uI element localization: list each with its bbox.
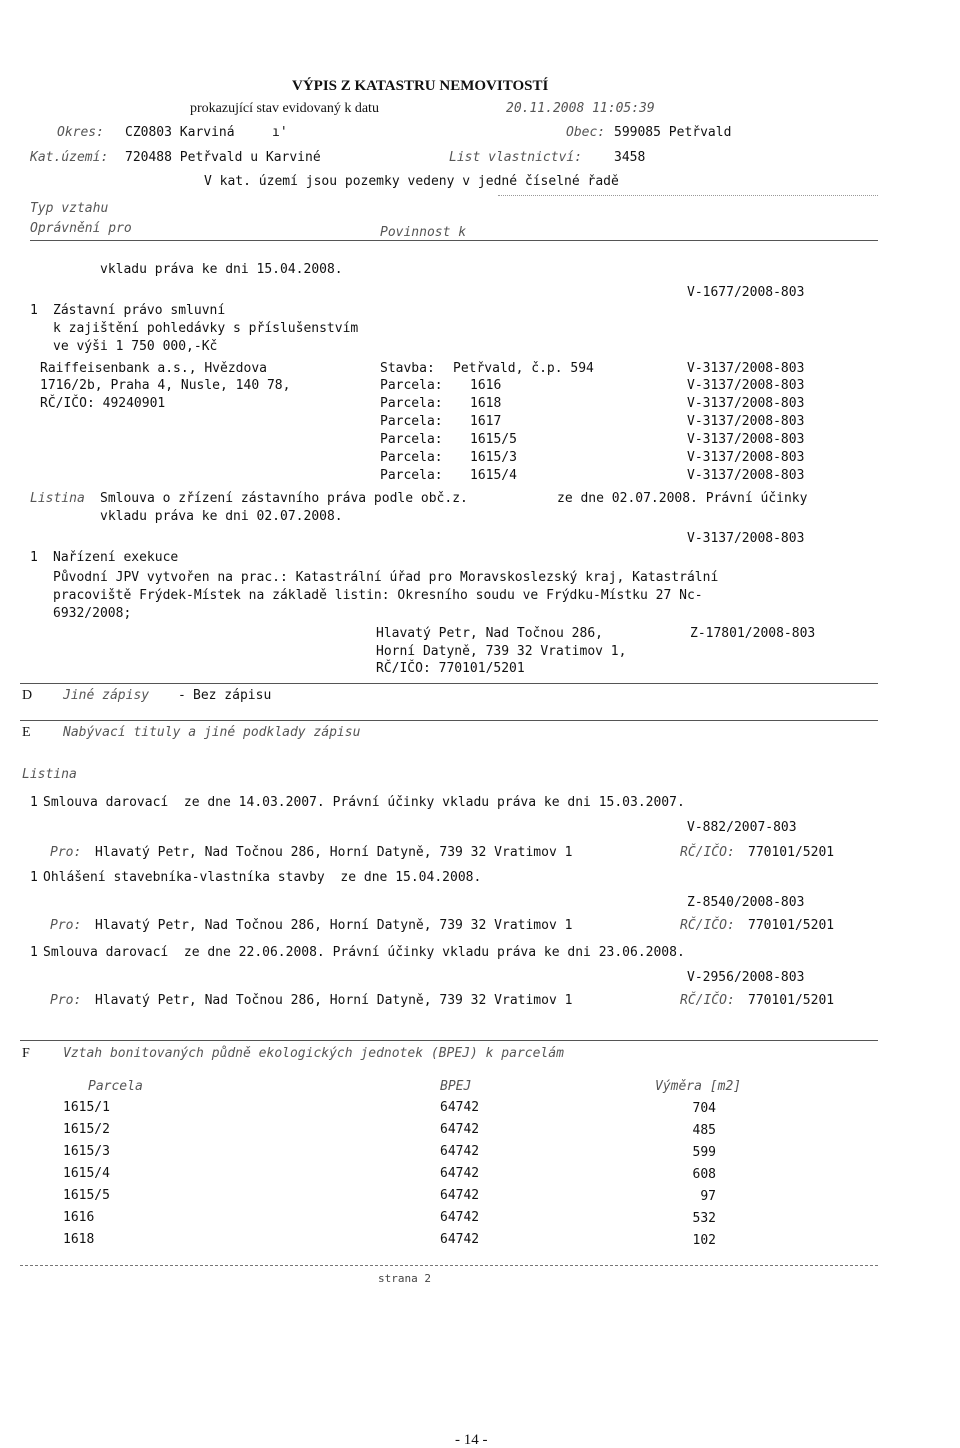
object-ref: V-3137/2008-803 (687, 450, 805, 465)
pro-label: Pro: (50, 993, 82, 1008)
object-ref: V-3137/2008-803 (687, 432, 805, 447)
owner-ref: Z-17801/2008-803 (690, 626, 816, 641)
table-bottom-divider (20, 1265, 878, 1266)
table-cell-vymera: 532 (692, 1211, 716, 1226)
listina-number: 1 (30, 870, 38, 885)
status-datetime: 20.11.2008 11:05:39 (506, 101, 655, 116)
listina-label: Listina (30, 491, 85, 506)
object-ref: V-3137/2008-803 (687, 468, 805, 483)
col-typ-vztahu: Typ vztahu (30, 201, 109, 216)
listina-number: 1 (30, 945, 38, 960)
col-povinnost-k: Povinnost k (380, 225, 467, 240)
pro-label: Pro: (50, 918, 82, 933)
status-line: prokazující stav evidovaný k datu (190, 101, 379, 116)
object-value: 1615/4 (470, 468, 517, 483)
object-label: Parcela: (380, 468, 443, 483)
entry-title: Zástavní právo smluvní (53, 303, 226, 318)
listina-number: 1 (30, 795, 38, 810)
strana-label: strana 2 (378, 1272, 431, 1285)
section-e-divider (20, 720, 878, 721)
table-cell-vymera: 608 (692, 1167, 716, 1182)
object-label: Parcela: (380, 450, 443, 465)
listina-line: vkladu práva ke dni 02.07.2008. (100, 509, 343, 524)
listina-item: Ohlášení stavebníka-vlastníka stavby ze dne 15.04.2008. (43, 870, 482, 885)
col-vymera: Výměra [m2] (655, 1079, 742, 1094)
table-cell-parcela: 1615/5 (63, 1188, 110, 1203)
object-ref: V-3137/2008-803 (687, 361, 805, 376)
object-value: Petřvald, č.p. 594 (453, 361, 594, 376)
section-d-divider (20, 683, 878, 684)
object-label: Stavba: (380, 361, 435, 376)
section-d-value: Bez zápisu (193, 688, 272, 703)
col-parcela: Parcela (88, 1079, 143, 1094)
document-title: VÝPIS Z KATASTRU NEMOVITOSTÍ (292, 78, 549, 94)
listina-ref: V-882/2007-803 (687, 820, 797, 835)
entry-title: Nařízení exekuce (53, 550, 179, 565)
page-number: - 14 - (455, 1432, 488, 1448)
okres-mark: ı' (272, 125, 288, 140)
table-cell-parcela: 1616 (63, 1210, 95, 1225)
col-opravneni-pro: Oprávnění pro (30, 221, 132, 236)
listina-text: Smlouva o zřízení zástavního práva podle obč.z. (100, 491, 468, 506)
section-f-divider (20, 1040, 878, 1041)
owner-line: Hlavatý Petr, Nad Točnou 286, (376, 626, 603, 641)
entry-line: Původní JPV vytvořen na prac.: Katastrální úřad pro Moravskoslezský kraj, Katastrální (53, 570, 719, 585)
pro-text: Hlavatý Petr, Nad Točnou 286, Horní Datyně, 739 32 Vratimov 1 (95, 918, 573, 933)
section-letter-d: D (22, 688, 33, 703)
creditor-rc: RČ/IČO: 49240901 (40, 396, 166, 411)
list-value: 3458 (614, 150, 646, 165)
entry-line: k zajištění pohledávky s příslušenstvím (53, 321, 359, 336)
object-value: 1617 (470, 414, 502, 429)
vklad-line: vkladu práva ke dni 15.04.2008. (100, 262, 343, 277)
katuzemi-note: V kat. území jsou pozemky vedeny v jedné číselné řadě (204, 174, 619, 189)
list-label: List vlastnictví: (449, 150, 583, 165)
object-value: 1616 (470, 378, 502, 393)
listina-item: Smlouva darovací ze dne 22.06.2008. Právní účinky vkladu práva ke dni 23.06.2008. (43, 945, 685, 960)
listina-ref: V-3137/2008-803 (687, 531, 805, 546)
obec-label: Obec: (566, 125, 606, 140)
creditor-line: 1716/2b, Praha 4, Nusle, 140 78, (40, 378, 291, 393)
rc-value: 770101/5201 (748, 845, 835, 860)
object-value: 1615/5 (470, 432, 517, 447)
listina-ref: V-2956/2008-803 (687, 970, 805, 985)
okres-value: CZ0803 Karviná (125, 125, 235, 140)
section-f-title: Vztah bonitovaných půdně ekologických jednotek (BPEJ) k parcelám (63, 1046, 564, 1061)
rc-value: 770101/5201 (748, 918, 835, 933)
object-value: 1615/3 (470, 450, 517, 465)
object-ref: V-3137/2008-803 (687, 378, 805, 393)
col-bpej: BPEJ (440, 1079, 472, 1094)
section-letter-f: F (22, 1046, 30, 1061)
obec-value: 599085 Petřvald (614, 125, 732, 140)
entry-number: 1 (30, 550, 38, 565)
katuzemi-value: 720488 Petřvald u Karviné (125, 150, 321, 165)
table-cell-vymera: 599 (692, 1145, 716, 1160)
object-label: Parcela: (380, 396, 443, 411)
table-cell-bpej: 64742 (440, 1166, 480, 1181)
pro-text: Hlavatý Petr, Nad Točnou 286, Horní Datyně, 739 32 Vratimov 1 (95, 993, 573, 1008)
table-cell-bpej: 64742 (440, 1122, 480, 1137)
object-label: Parcela: (380, 378, 443, 393)
table-cell-vymera: 102 (692, 1233, 716, 1248)
table-cell-vymera: 97 (700, 1189, 716, 1204)
section-d-title: Jiné zápisy (63, 688, 150, 703)
section-d-dash: - (178, 688, 186, 703)
object-ref: V-3137/2008-803 (687, 396, 805, 411)
owner-rc: RČ/IČO: 770101/5201 (376, 661, 525, 676)
table-cell-bpej: 64742 (440, 1210, 480, 1225)
object-label: Parcela: (380, 432, 443, 447)
table-cell-parcela: 1615/2 (63, 1122, 110, 1137)
okres-label: Okres: (57, 125, 104, 140)
listina-ref: Z-8540/2008-803 (687, 895, 805, 910)
table-cell-vymera: 485 (692, 1123, 716, 1138)
object-ref: V-3137/2008-803 (687, 414, 805, 429)
listina-heading: Listina (22, 767, 77, 782)
entry-line: pracoviště Frýdek-Místek na základě listin: Okresního soudu ve Frýdku-Místku 27 Nc- (53, 588, 703, 603)
rc-label: RČ/IČO: (680, 918, 735, 933)
section-c-divider (30, 240, 878, 241)
section-e-title: Nabývací tituly a jiné podklady zápisu (63, 725, 361, 740)
entry-number: 1 (30, 303, 38, 318)
table-cell-bpej: 64742 (440, 1188, 480, 1203)
divider (498, 195, 878, 196)
listina-item: Smlouva darovací ze dne 14.03.2007. Právní účinky vkladu práva ke dni 15.03.2007. (43, 795, 685, 810)
rc-label: RČ/IČO: (680, 845, 735, 860)
rc-value: 770101/5201 (748, 993, 835, 1008)
table-cell-vymera: 704 (692, 1101, 716, 1116)
table-cell-parcela: 1615/1 (63, 1100, 110, 1115)
entry-line: 6932/2008; (53, 606, 132, 621)
table-cell-parcela: 1615/3 (63, 1144, 110, 1159)
entry-amount: ve výši 1 750 000,-Kč (53, 339, 218, 354)
table-cell-bpej: 64742 (440, 1232, 480, 1247)
owner-line: Horní Datyně, 739 32 Vratimov 1, (376, 644, 627, 659)
table-cell-bpej: 64742 (440, 1144, 480, 1159)
creditor-line: Raiffeisenbank a.s., Hvězdova (40, 361, 267, 376)
section-letter-e: E (22, 725, 31, 740)
listina-date: ze dne 02.07.2008. Právní účinky (557, 491, 808, 506)
rc-label: RČ/IČO: (680, 993, 735, 1008)
table-cell-parcela: 1618 (63, 1232, 95, 1247)
ref-top: V-1677/2008-803 (687, 285, 805, 300)
table-cell-parcela: 1615/4 (63, 1166, 110, 1181)
katuzemi-label: Kat.území: (30, 150, 109, 165)
object-value: 1618 (470, 396, 502, 411)
pro-text: Hlavatý Petr, Nad Točnou 286, Horní Datyně, 739 32 Vratimov 1 (95, 845, 573, 860)
table-cell-bpej: 64742 (440, 1100, 480, 1115)
pro-label: Pro: (50, 845, 82, 860)
object-label: Parcela: (380, 414, 443, 429)
